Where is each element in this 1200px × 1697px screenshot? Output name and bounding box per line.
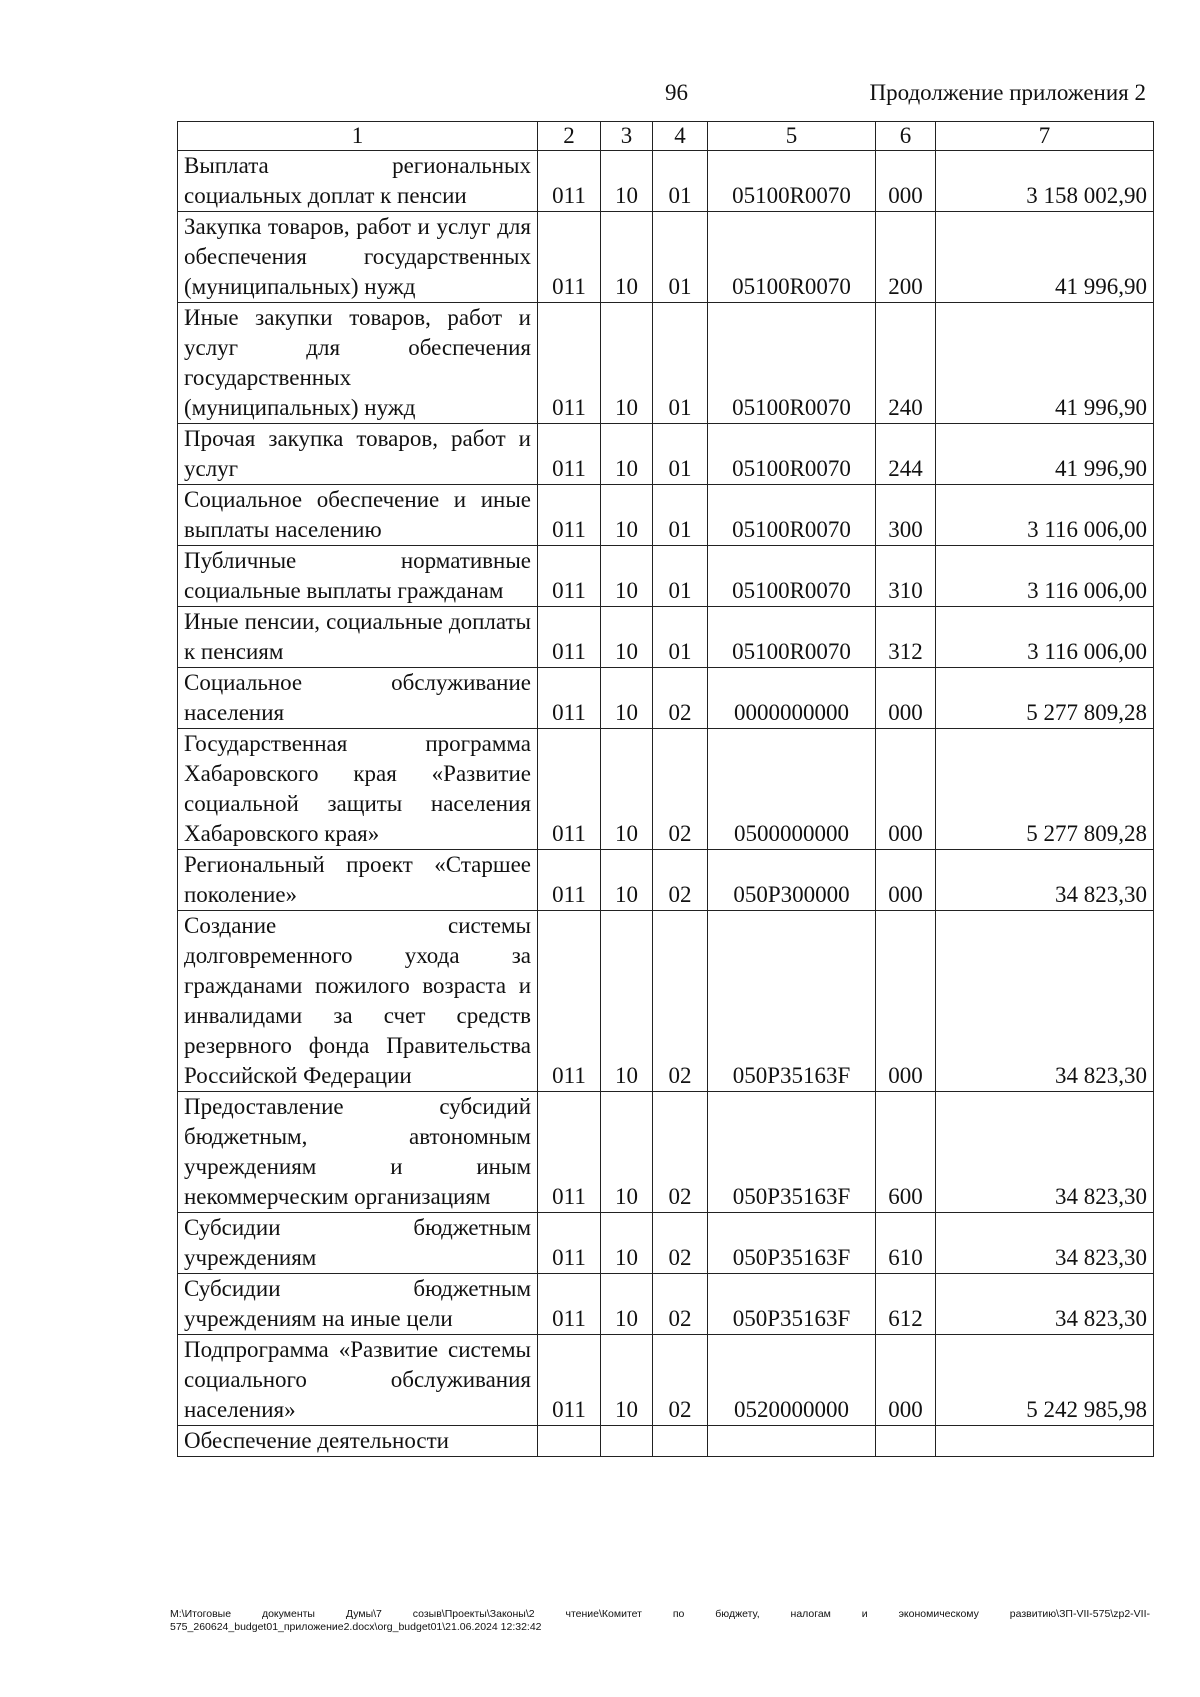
amount-cell: 34 823,30 bbox=[936, 1092, 1154, 1213]
item-name-cell: Субсидии бюджетным учреждениям на иные цели bbox=[178, 1274, 538, 1335]
column-header: 1 bbox=[178, 122, 538, 151]
table-row bbox=[178, 1274, 1154, 1335]
table-row bbox=[178, 485, 1154, 546]
item-name-cell: Иные закупки товаров, работ и услуг для обеспечения государственных (муниципальных) нужд bbox=[178, 303, 538, 424]
amount-cell: 5 277 809,28 bbox=[936, 729, 1154, 850]
expense-type-cell bbox=[876, 1426, 936, 1457]
ministry-code-cell: 011 bbox=[538, 546, 601, 607]
table-row bbox=[178, 1335, 1154, 1426]
ministry-code-cell: 011 bbox=[538, 212, 601, 303]
ministry-code-cell: 011 bbox=[538, 1335, 601, 1426]
section-code-cell: 10 bbox=[601, 485, 653, 546]
section-code-cell: 10 bbox=[601, 1092, 653, 1213]
section-code-cell: 10 bbox=[601, 1335, 653, 1426]
subsection-code-cell: 02 bbox=[653, 1274, 708, 1335]
ministry-code-cell: 011 bbox=[538, 303, 601, 424]
subsection-code-cell: 02 bbox=[653, 1335, 708, 1426]
continuation-label: Продолжение приложения 2 bbox=[869, 80, 1146, 105]
section-code-cell: 10 bbox=[601, 607, 653, 668]
target-article-cell: 05100R0070 bbox=[708, 607, 876, 668]
target-article-cell: 050P35163F bbox=[708, 1274, 876, 1335]
amount-cell: 3 116 006,00 bbox=[936, 485, 1154, 546]
item-name-cell: Социальное обслуживание населения bbox=[178, 668, 538, 729]
subsection-code-cell: 01 bbox=[653, 212, 708, 303]
expense-type-cell: 000 bbox=[876, 1335, 936, 1426]
table-row bbox=[178, 668, 1154, 729]
file-path-footer: M:\Итоговые документы Думы\7 созыв\Проекты\Законы\2 чтение\Комитет по бюджету, налогам и экономическому развитию\ЗП-VII-575\zp2-VII-575_260624_budget01_приложение2.docx\org_budget01\21.06.2024 12:32:42 bbox=[170, 1608, 1150, 1633]
target-article-cell: 0000000000 bbox=[708, 668, 876, 729]
target-article-cell: 0520000000 bbox=[708, 1335, 876, 1426]
table-body bbox=[178, 151, 1154, 1457]
section-code-cell: 10 bbox=[601, 911, 653, 1092]
item-name-cell: Подпрограмма «Развитие системы социального обслуживания населения» bbox=[178, 1335, 538, 1426]
header-row bbox=[178, 122, 1154, 151]
item-name-cell: Предоставление субсидий бюджетным, автономным учреждениям и иным некоммерческим организациям bbox=[178, 1092, 538, 1213]
ministry-code-cell: 011 bbox=[538, 424, 601, 485]
expense-type-cell: 300 bbox=[876, 485, 936, 546]
target-article-cell: 05100R0070 bbox=[708, 485, 876, 546]
section-code-cell: 10 bbox=[601, 303, 653, 424]
target-article-cell: 05100R0070 bbox=[708, 424, 876, 485]
table-row bbox=[178, 1213, 1154, 1274]
section-code-cell: 10 bbox=[601, 212, 653, 303]
item-name-cell: Региональный проект «Старшее поколение» bbox=[178, 850, 538, 911]
amount-cell: 41 996,90 bbox=[936, 212, 1154, 303]
amount-cell: 5 277 809,28 bbox=[936, 668, 1154, 729]
expense-type-cell: 310 bbox=[876, 546, 936, 607]
ministry-code-cell: 011 bbox=[538, 151, 601, 212]
table-row bbox=[178, 303, 1154, 424]
budget-table bbox=[177, 121, 1154, 1457]
table-row bbox=[178, 729, 1154, 850]
amount-cell: 34 823,30 bbox=[936, 1213, 1154, 1274]
target-article-cell: 0500000000 bbox=[708, 729, 876, 850]
section-code-cell: 10 bbox=[601, 1213, 653, 1274]
item-name-cell: Создание системы долговременного ухода за гражданами пожилого возраста и инвалидами за счет средств резервного фонда Правительства Российской Федерации bbox=[178, 911, 538, 1092]
section-code-cell: 10 bbox=[601, 546, 653, 607]
subsection-code-cell: 02 bbox=[653, 729, 708, 850]
ministry-code-cell: 011 bbox=[538, 668, 601, 729]
amount-cell: 34 823,30 bbox=[936, 911, 1154, 1092]
amount-cell: 3 116 006,00 bbox=[936, 546, 1154, 607]
amount-cell: 5 242 985,98 bbox=[936, 1335, 1154, 1426]
section-code-cell: 10 bbox=[601, 424, 653, 485]
amount-cell: 3 158 002,90 bbox=[936, 151, 1154, 212]
target-article-cell: 05100R0070 bbox=[708, 151, 876, 212]
target-article-cell: 050P35163F bbox=[708, 911, 876, 1092]
section-code-cell: 10 bbox=[601, 151, 653, 212]
expense-type-cell: 240 bbox=[876, 303, 936, 424]
item-name-cell: Выплата региональных социальных доплат к пенсии bbox=[178, 151, 538, 212]
column-header: 2 bbox=[538, 122, 601, 151]
item-name-cell: Закупка товаров, работ и услуг для обеспечения государственных (муниципальных) нужд bbox=[178, 212, 538, 303]
subsection-code-cell: 01 bbox=[653, 485, 708, 546]
ministry-code-cell: 011 bbox=[538, 607, 601, 668]
ministry-code-cell: 011 bbox=[538, 1274, 601, 1335]
page-number: 96 bbox=[665, 80, 688, 105]
target-article-cell bbox=[708, 1426, 876, 1457]
table-row bbox=[178, 911, 1154, 1092]
expense-type-cell: 000 bbox=[876, 151, 936, 212]
table-row bbox=[178, 424, 1154, 485]
subsection-code-cell: 01 bbox=[653, 303, 708, 424]
target-article-cell: 05100R0070 bbox=[708, 546, 876, 607]
amount-cell: 41 996,90 bbox=[936, 303, 1154, 424]
table-row bbox=[178, 1426, 1154, 1457]
subsection-code-cell: 02 bbox=[653, 1092, 708, 1213]
subsection-code-cell: 01 bbox=[653, 151, 708, 212]
subsection-code-cell: 02 bbox=[653, 911, 708, 1092]
item-name-cell: Субсидии бюджетным учреждениям bbox=[178, 1213, 538, 1274]
target-article-cell: 05100R0070 bbox=[708, 212, 876, 303]
subsection-code-cell: 02 bbox=[653, 668, 708, 729]
target-article-cell: 050P35163F bbox=[708, 1092, 876, 1213]
expense-type-cell: 612 bbox=[876, 1274, 936, 1335]
target-article-cell: 05100R0070 bbox=[708, 303, 876, 424]
column-header: 4 bbox=[653, 122, 708, 151]
subsection-code-cell bbox=[653, 1426, 708, 1457]
expense-type-cell: 600 bbox=[876, 1092, 936, 1213]
subsection-code-cell: 02 bbox=[653, 1213, 708, 1274]
table-row bbox=[178, 607, 1154, 668]
section-code-cell: 10 bbox=[601, 850, 653, 911]
expense-type-cell: 312 bbox=[876, 607, 936, 668]
column-header: 3 bbox=[601, 122, 653, 151]
amount-cell bbox=[936, 1426, 1154, 1457]
item-name-cell: Государственная программа Хабаровского края «Развитие социальной защиты населения Хабаровского края» bbox=[178, 729, 538, 850]
expense-type-cell: 244 bbox=[876, 424, 936, 485]
expense-type-cell: 000 bbox=[876, 668, 936, 729]
section-code-cell: 10 bbox=[601, 668, 653, 729]
ministry-code-cell bbox=[538, 1426, 601, 1457]
subsection-code-cell: 01 bbox=[653, 546, 708, 607]
section-code-cell: 10 bbox=[601, 1274, 653, 1335]
item-name-cell: Иные пенсии, социальные доплаты к пенсиям bbox=[178, 607, 538, 668]
column-header: 5 bbox=[708, 122, 876, 151]
expense-type-cell: 610 bbox=[876, 1213, 936, 1274]
table-row bbox=[178, 212, 1154, 303]
amount-cell: 34 823,30 bbox=[936, 850, 1154, 911]
ministry-code-cell: 011 bbox=[538, 850, 601, 911]
amount-cell: 34 823,30 bbox=[936, 1274, 1154, 1335]
ministry-code-cell: 011 bbox=[538, 729, 601, 850]
table-row bbox=[178, 1092, 1154, 1213]
ministry-code-cell: 011 bbox=[538, 1092, 601, 1213]
ministry-code-cell: 011 bbox=[538, 1213, 601, 1274]
expense-type-cell: 200 bbox=[876, 212, 936, 303]
subsection-code-cell: 01 bbox=[653, 424, 708, 485]
subsection-code-cell: 02 bbox=[653, 850, 708, 911]
amount-cell: 41 996,90 bbox=[936, 424, 1154, 485]
table-row bbox=[178, 850, 1154, 911]
expense-type-cell: 000 bbox=[876, 729, 936, 850]
column-header: 7 bbox=[936, 122, 1154, 151]
expense-type-cell: 000 bbox=[876, 911, 936, 1092]
target-article-cell: 050P35163F bbox=[708, 1213, 876, 1274]
item-name-cell: Прочая закупка товаров, работ и услуг bbox=[178, 424, 538, 485]
item-name-cell: Социальное обеспечение и иные выплаты населению bbox=[178, 485, 538, 546]
section-code-cell bbox=[601, 1426, 653, 1457]
item-name-cell: Обеспечение деятельности bbox=[178, 1426, 538, 1457]
target-article-cell: 050P300000 bbox=[708, 850, 876, 911]
expense-type-cell: 000 bbox=[876, 850, 936, 911]
section-code-cell: 10 bbox=[601, 729, 653, 850]
amount-cell: 3 116 006,00 bbox=[936, 607, 1154, 668]
table-row bbox=[178, 546, 1154, 607]
ministry-code-cell: 011 bbox=[538, 485, 601, 546]
item-name-cell: Публичные нормативные социальные выплаты гражданам bbox=[178, 546, 538, 607]
table-row bbox=[178, 151, 1154, 212]
ministry-code-cell: 011 bbox=[538, 911, 601, 1092]
subsection-code-cell: 01 bbox=[653, 607, 708, 668]
column-header: 6 bbox=[876, 122, 936, 151]
